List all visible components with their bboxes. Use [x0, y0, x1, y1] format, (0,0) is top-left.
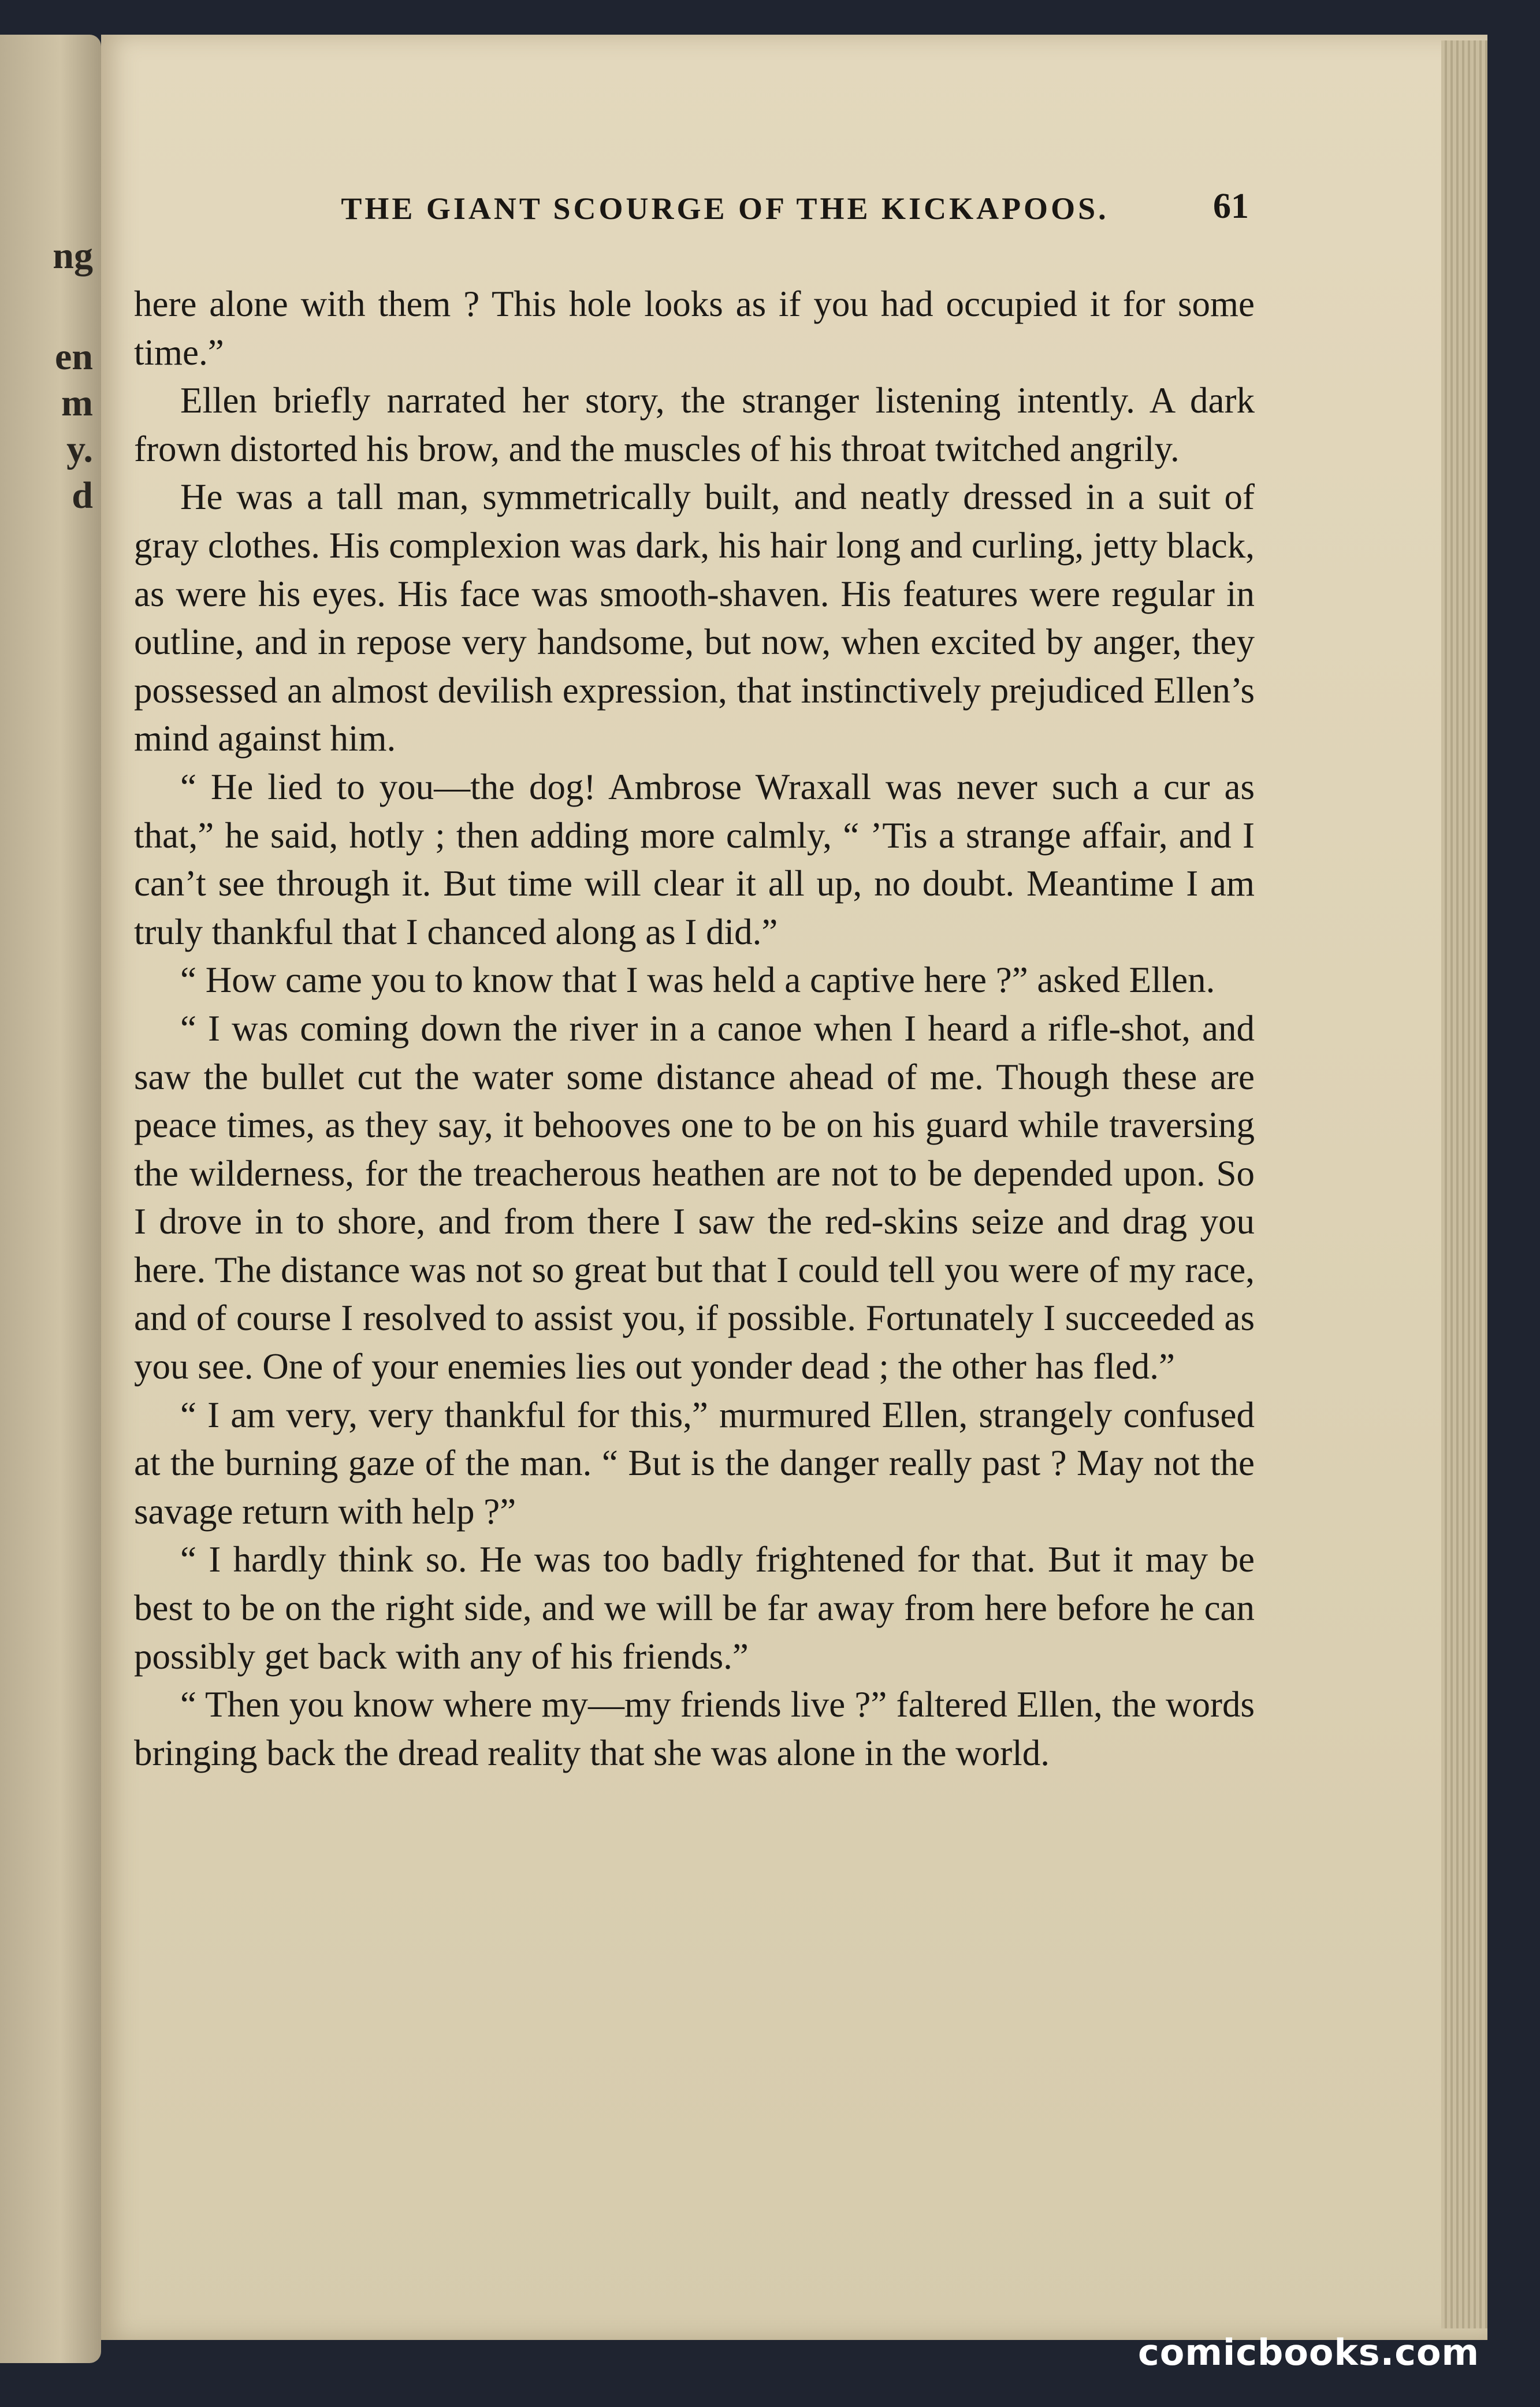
page-stack-edge	[1441, 40, 1487, 2328]
paragraph: here alone with them ? This hole looks as if you had occupied it for some time.”	[134, 284, 1255, 373]
paragraph: Ellen briefly narrated her story, the stranger listening intently. A dark frown distorted his brow, and the muscles of his throat twitched angrily.	[134, 380, 1255, 469]
previous-page-fragment: m	[61, 382, 93, 424]
page-number: 61	[1213, 187, 1249, 226]
watermark: comicbooks.com	[1138, 2331, 1480, 2373]
paragraph: “ I hardly think so. He was too badly frightened for that. But it may be best to be on the right side, and we will be far away from here before he can possibly get back with any of his friends.”	[134, 1539, 1255, 1677]
paragraph: “ He lied to you—the dog! Ambrose Wraxall was never such a cur as that,” he said, hotly ; then adding more calmly, “ ’Tis a strange affair, and I can’t see through it. But time will clear it all up, no doubt. Meantime I am truly thankful that I chanced along as I did.”	[134, 766, 1255, 952]
previous-page-fragment: y.	[66, 428, 93, 470]
paragraph: “ I was coming down the river in a canoe when I heard a rifle-shot, and saw the bullet cut the water some distance ahead of me. Though these are peace times, as they say, it behooves one to be on his guard while traversing the wilderness, for the treacherous heathen are not to be depended upon. So I drove in to shore, and from there I saw the red-skins seize and drag you here. The distance was not so great but that I could tell you were of my race, and of course I resolved to assist you, if possible. Fortunately I succeeded as you see. One of your enemies lies out yonder dead ; the other has fled.”	[134, 1008, 1255, 1387]
paragraph: “ How came you to know that I was held a captive here ?” asked Ellen.	[180, 960, 1215, 1001]
running-title: THE GIANT SCOURGE OF THE KICKAPOOS.	[341, 191, 1109, 226]
previous-page-fragment: d	[72, 474, 93, 517]
previous-page-fragment: en	[55, 336, 93, 378]
paragraph: He was a tall man, symmetrically built, and neatly dressed in a suit of gray clothes. His complexion was dark, his hair long and curling, jetty black, as were his eyes. His face was smooth-shaven. His features were regular in outline, and in repose very handsome, but now, when excited by anger, they possessed an almost devilish expression, that instinctively prejudiced Ellen’s mind against him.	[134, 477, 1255, 759]
body-text	[134, 280, 1255, 1777]
paragraph: “ Then you know where my—my friends live ?” faltered Ellen, the words bringing back the dread reality that she was alone in the world.	[134, 1684, 1255, 1773]
previous-page-edge	[0, 35, 101, 2363]
previous-page-fragment: ng	[53, 235, 93, 277]
paragraph: “ I am very, very thankful for this,” murmured Ellen, strangely confused at the burning gaze of the man. “ But is the danger really past ? May not the savage return with help ?”	[134, 1394, 1255, 1532]
